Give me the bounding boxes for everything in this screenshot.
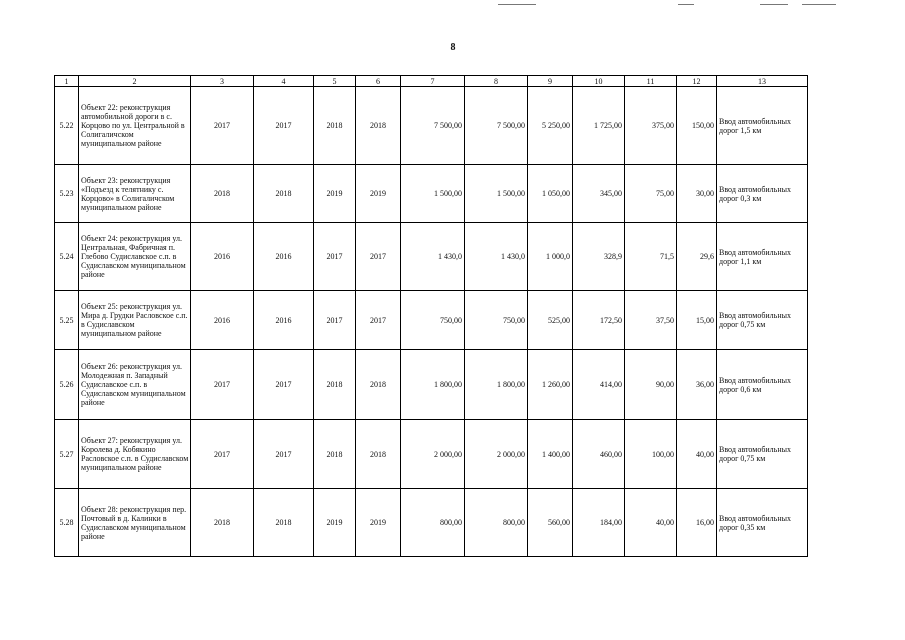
object-name: Объект 24: реконструкция ул. Центральная, Фабричная п. Глебово Судиславское с.п. в Судиславском муниципальном районе xyxy=(79,223,191,291)
column-number: 11 xyxy=(625,76,677,87)
cell-col5: 2018 xyxy=(314,350,356,420)
column-number: 8 xyxy=(465,76,528,87)
object-name: Объект 27: реконструкция ул. Королева д. Кобякино Расловское с.п. в Судиславском муниципальном районе xyxy=(79,420,191,489)
object-name: Объект 22: реконструкция автомобильной дороги в с. Корцово по ул. Центральной в Солигаличском муниципальном районе xyxy=(79,87,191,165)
cell-col3: 2018 xyxy=(191,489,254,557)
cell-col11: 40,00 xyxy=(625,489,677,557)
table-row xyxy=(55,165,808,223)
cell-col7: 800,00 xyxy=(401,489,465,557)
cell-col7: 1 430,0 xyxy=(401,223,465,291)
cell-col4: 2018 xyxy=(254,165,314,223)
cell-col3: 2017 xyxy=(191,87,254,165)
cell-col9: 1 260,00 xyxy=(528,350,573,420)
cell-col8: 1 430,0 xyxy=(465,223,528,291)
cell-col7: 2 000,00 xyxy=(401,420,465,489)
column-number: 5 xyxy=(314,76,356,87)
cell-col9: 525,00 xyxy=(528,291,573,350)
cell-col11: 375,00 xyxy=(625,87,677,165)
row-number: 5.24 xyxy=(55,223,79,291)
result-text: Ввод автомобильных дорог 0,75 км xyxy=(717,291,808,350)
cell-col4: 2016 xyxy=(254,291,314,350)
cell-col6: 2017 xyxy=(356,223,401,291)
cell-col11: 71,5 xyxy=(625,223,677,291)
result-text: Ввод автомобильных дорог 0,75 км xyxy=(717,420,808,489)
result-text: Ввод автомобильных дорог 0,35 км xyxy=(717,489,808,557)
cell-col6: 2018 xyxy=(356,87,401,165)
scan-artifact xyxy=(760,4,788,5)
cell-col3: 2017 xyxy=(191,420,254,489)
cell-col8: 750,00 xyxy=(465,291,528,350)
cell-col10: 184,00 xyxy=(573,489,625,557)
object-name: Объект 28: реконструкция пер. Почтовый в д. Калинки в Судиславском муниципальном районе xyxy=(79,489,191,557)
column-number-row xyxy=(55,76,808,87)
table-row xyxy=(55,420,808,489)
table-row xyxy=(55,291,808,350)
column-number: 7 xyxy=(401,76,465,87)
row-number: 5.22 xyxy=(55,87,79,165)
cell-col6: 2018 xyxy=(356,350,401,420)
cell-col10: 172,50 xyxy=(573,291,625,350)
cell-col5: 2017 xyxy=(314,223,356,291)
column-number: 3 xyxy=(191,76,254,87)
row-number: 5.28 xyxy=(55,489,79,557)
cell-col9: 1 050,00 xyxy=(528,165,573,223)
column-number: 1 xyxy=(55,76,79,87)
cell-col10: 345,00 xyxy=(573,165,625,223)
cell-col6: 2019 xyxy=(356,489,401,557)
table-row xyxy=(55,350,808,420)
scan-artifact xyxy=(498,4,536,5)
cell-col8: 1 800,00 xyxy=(465,350,528,420)
cell-col5: 2018 xyxy=(314,87,356,165)
column-number: 9 xyxy=(528,76,573,87)
column-number: 4 xyxy=(254,76,314,87)
object-name: Объект 25: реконструкция ул. Мира д. Грудки Расловское с.п. в Судиславском муниципальном районе xyxy=(79,291,191,350)
cell-col5: 2019 xyxy=(314,489,356,557)
cell-col12: 29,6 xyxy=(677,223,717,291)
cell-col9: 5 250,00 xyxy=(528,87,573,165)
cell-col5: 2018 xyxy=(314,420,356,489)
cell-col4: 2017 xyxy=(254,87,314,165)
cell-col8: 2 000,00 xyxy=(465,420,528,489)
object-name: Объект 23: реконструкция «Подъезд к телятнику с. Корцово» в Солигаличском муниципальном районе xyxy=(79,165,191,223)
cell-col8: 1 500,00 xyxy=(465,165,528,223)
cell-col11: 37,50 xyxy=(625,291,677,350)
cell-col4: 2017 xyxy=(254,350,314,420)
cell-col6: 2018 xyxy=(356,420,401,489)
cell-col8: 7 500,00 xyxy=(465,87,528,165)
result-text: Ввод автомобильных дорог 1,1 км xyxy=(717,223,808,291)
cell-col11: 75,00 xyxy=(625,165,677,223)
column-number: 10 xyxy=(573,76,625,87)
cell-col12: 40,00 xyxy=(677,420,717,489)
column-number: 6 xyxy=(356,76,401,87)
cell-col3: 2016 xyxy=(191,223,254,291)
cell-col12: 30,00 xyxy=(677,165,717,223)
cell-col9: 1 400,00 xyxy=(528,420,573,489)
cell-col3: 2017 xyxy=(191,350,254,420)
table-row xyxy=(55,223,808,291)
cell-col5: 2019 xyxy=(314,165,356,223)
table-row xyxy=(55,87,808,165)
cell-col10: 328,9 xyxy=(573,223,625,291)
result-text: Ввод автомобильных дорог 0,3 км xyxy=(717,165,808,223)
page-number: 8 xyxy=(450,42,456,53)
cell-col4: 2016 xyxy=(254,223,314,291)
scan-artifact xyxy=(678,4,694,5)
cell-col6: 2017 xyxy=(356,291,401,350)
column-number: 13 xyxy=(717,76,808,87)
cell-col4: 2017 xyxy=(254,420,314,489)
cell-col3: 2018 xyxy=(191,165,254,223)
result-text: Ввод автомобильных дорог 1,5 км xyxy=(717,87,808,165)
row-number: 5.25 xyxy=(55,291,79,350)
cell-col12: 15,00 xyxy=(677,291,717,350)
row-number: 5.26 xyxy=(55,350,79,420)
column-number: 12 xyxy=(677,76,717,87)
row-number: 5.27 xyxy=(55,420,79,489)
cell-col10: 1 725,00 xyxy=(573,87,625,165)
cell-col9: 560,00 xyxy=(528,489,573,557)
cell-col6: 2019 xyxy=(356,165,401,223)
cell-col11: 90,00 xyxy=(625,350,677,420)
object-name: Объект 26: реконструкция ул. Молодежная п. Западный Судиславское с.п. в Судиславском муниципальном районе xyxy=(79,350,191,420)
cell-col8: 800,00 xyxy=(465,489,528,557)
table-row xyxy=(55,489,808,557)
cell-col9: 1 000,0 xyxy=(528,223,573,291)
cell-col3: 2016 xyxy=(191,291,254,350)
cell-col7: 7 500,00 xyxy=(401,87,465,165)
cell-col12: 36,00 xyxy=(677,350,717,420)
cell-col12: 16,00 xyxy=(677,489,717,557)
cell-col7: 750,00 xyxy=(401,291,465,350)
cell-col5: 2017 xyxy=(314,291,356,350)
cell-col10: 414,00 xyxy=(573,350,625,420)
objects-table xyxy=(54,75,808,557)
cell-col11: 100,00 xyxy=(625,420,677,489)
cell-col10: 460,00 xyxy=(573,420,625,489)
cell-col7: 1 800,00 xyxy=(401,350,465,420)
scan-artifact xyxy=(802,4,836,5)
column-number: 2 xyxy=(79,76,191,87)
cell-col4: 2018 xyxy=(254,489,314,557)
row-number: 5.23 xyxy=(55,165,79,223)
result-text: Ввод автомобильных дорог 0,6 км xyxy=(717,350,808,420)
cell-col7: 1 500,00 xyxy=(401,165,465,223)
cell-col12: 150,00 xyxy=(677,87,717,165)
